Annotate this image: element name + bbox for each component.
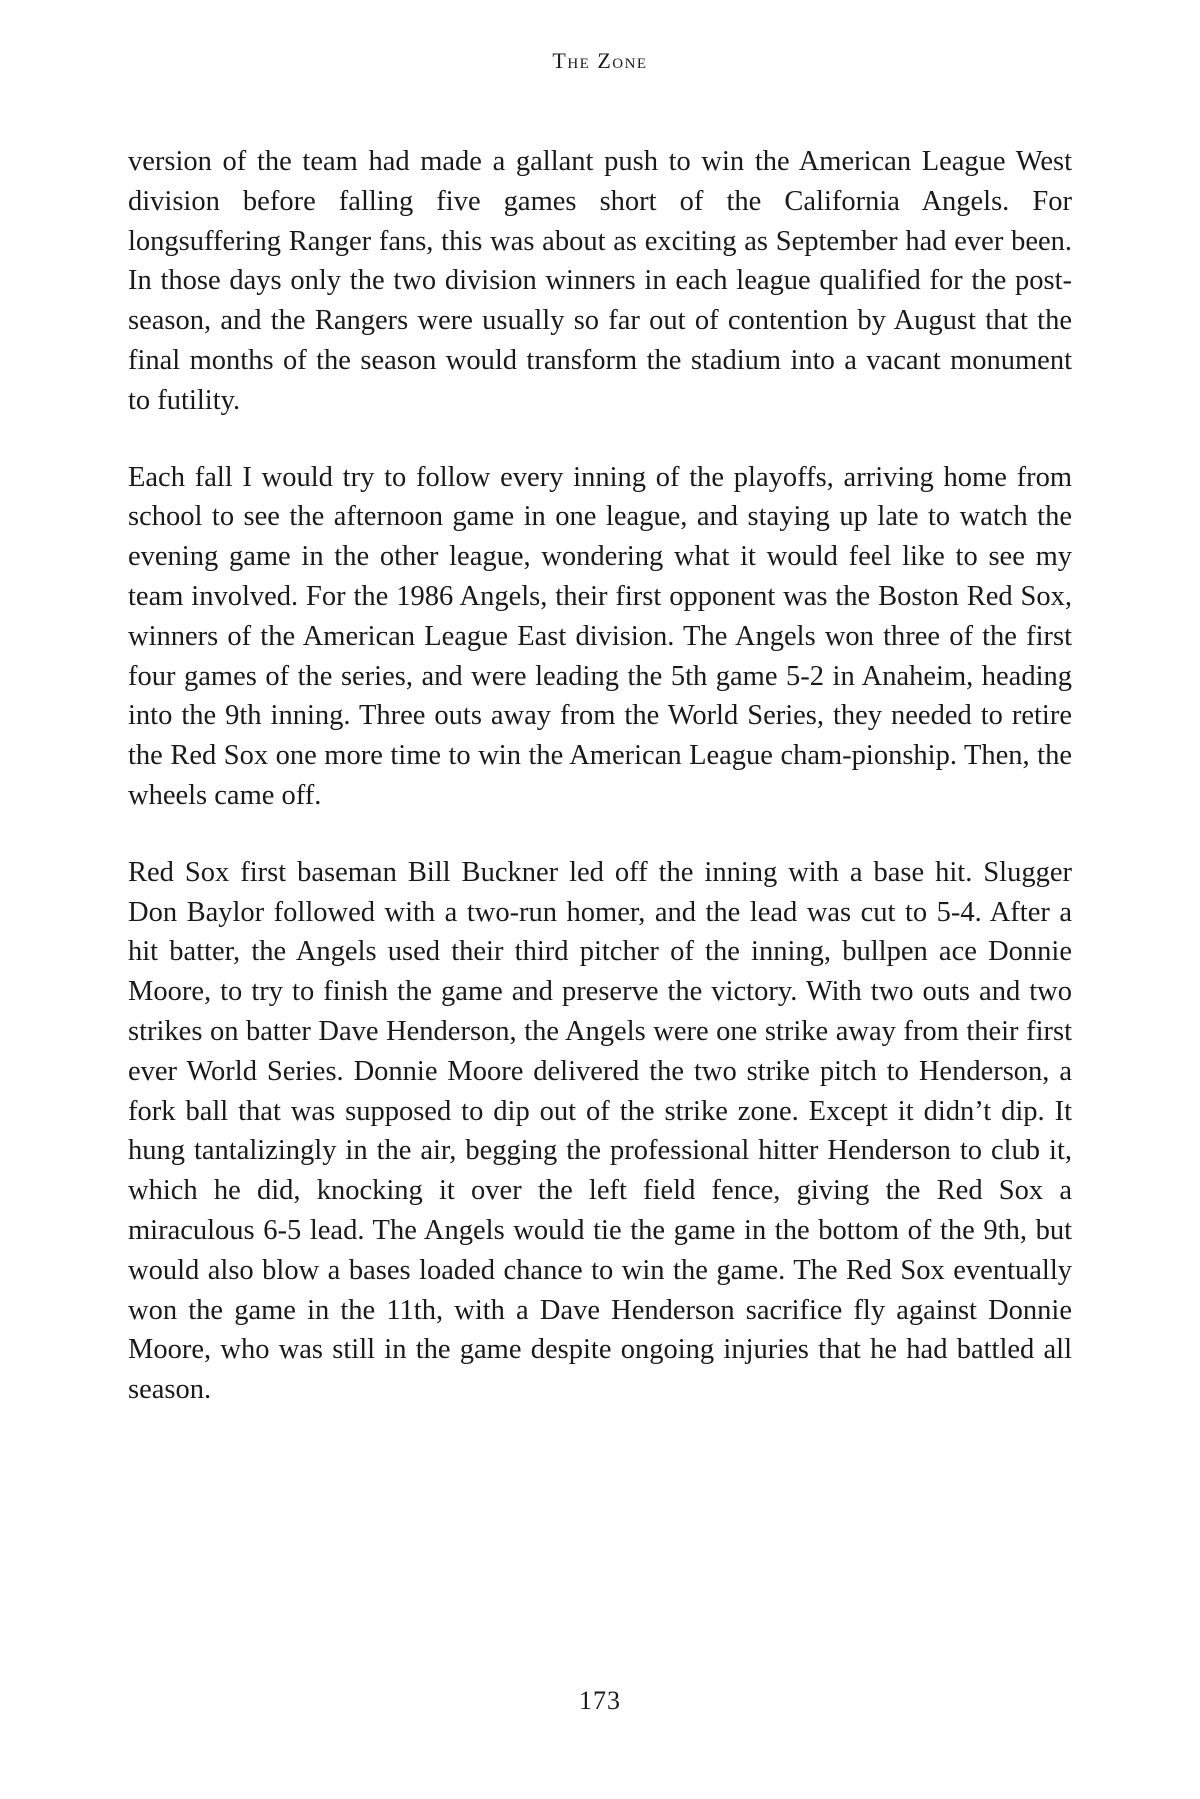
paragraph-2: Each fall I would try to follow every inning of the playoffs, arriving home from school to see the afternoon game in one league, and staying up late to watch the evening game in the other league, wondering what it would feel like to see my team involved. For the 1986 Angels, their first opponent was the Boston Red Sox, winners of the American League East division. The Angels won three of the first four games of the series, and were leading the 5th game 5-2 in Anaheim, heading into the 9th inning. Three outs away from the World Series, they needed to retire the Red Sox one more time to win the American League cham-pionship. Then, the wheels came off.: [128, 461, 1072, 811]
page-number: 173: [579, 1686, 621, 1715]
body-text: [128, 142, 1072, 1447]
running-head: The Zone: [552, 48, 648, 73]
paragraph-1: version of the team had made a gallant push to win the American League West division before falling five games short of the California Angels. For longsuffering Ranger fans, this was about as exciting as September had ever been. In those days only the two division winners in each league qualified for the post-season, and the Rangers were usually so far out of contention by August that the final months of the season would transform the stadium into a vacant monument to futility.: [128, 146, 1072, 416]
paragraph-3: Red Sox first baseman Bill Buckner led off the inning with a base hit. Slugger Don Baylor followed with a two-run homer, and the lead was cut to 5-4. After a hit batter, the Angels used their third pitcher of the inning, bullpen ace Donnie Moore, to try to finish the game and preserve the victory. With two outs and two strikes on batter Dave Henderson, the Angels were one strike away from their first ever World Series. Donnie Moore delivered the two strike pitch to Henderson, a fork ball that was supposed to dip out of the strike zone. Except it didn’t dip. It hung tantalizingly in the air, begging the professional hitter Henderson to club it, which he did, knocking it over the left field fence, giving the Red Sox a miraculous 6-5 lead. The Angels would tie the game in the bottom of the 9th, but would also blow a bases loaded chance to win the game. The Red Sox eventually won the game in the 11th, with a Dave Henderson sacrifice fly against Donnie Moore, who was still in the game despite ongoing injuries that he had battled all season.: [128, 856, 1072, 1406]
